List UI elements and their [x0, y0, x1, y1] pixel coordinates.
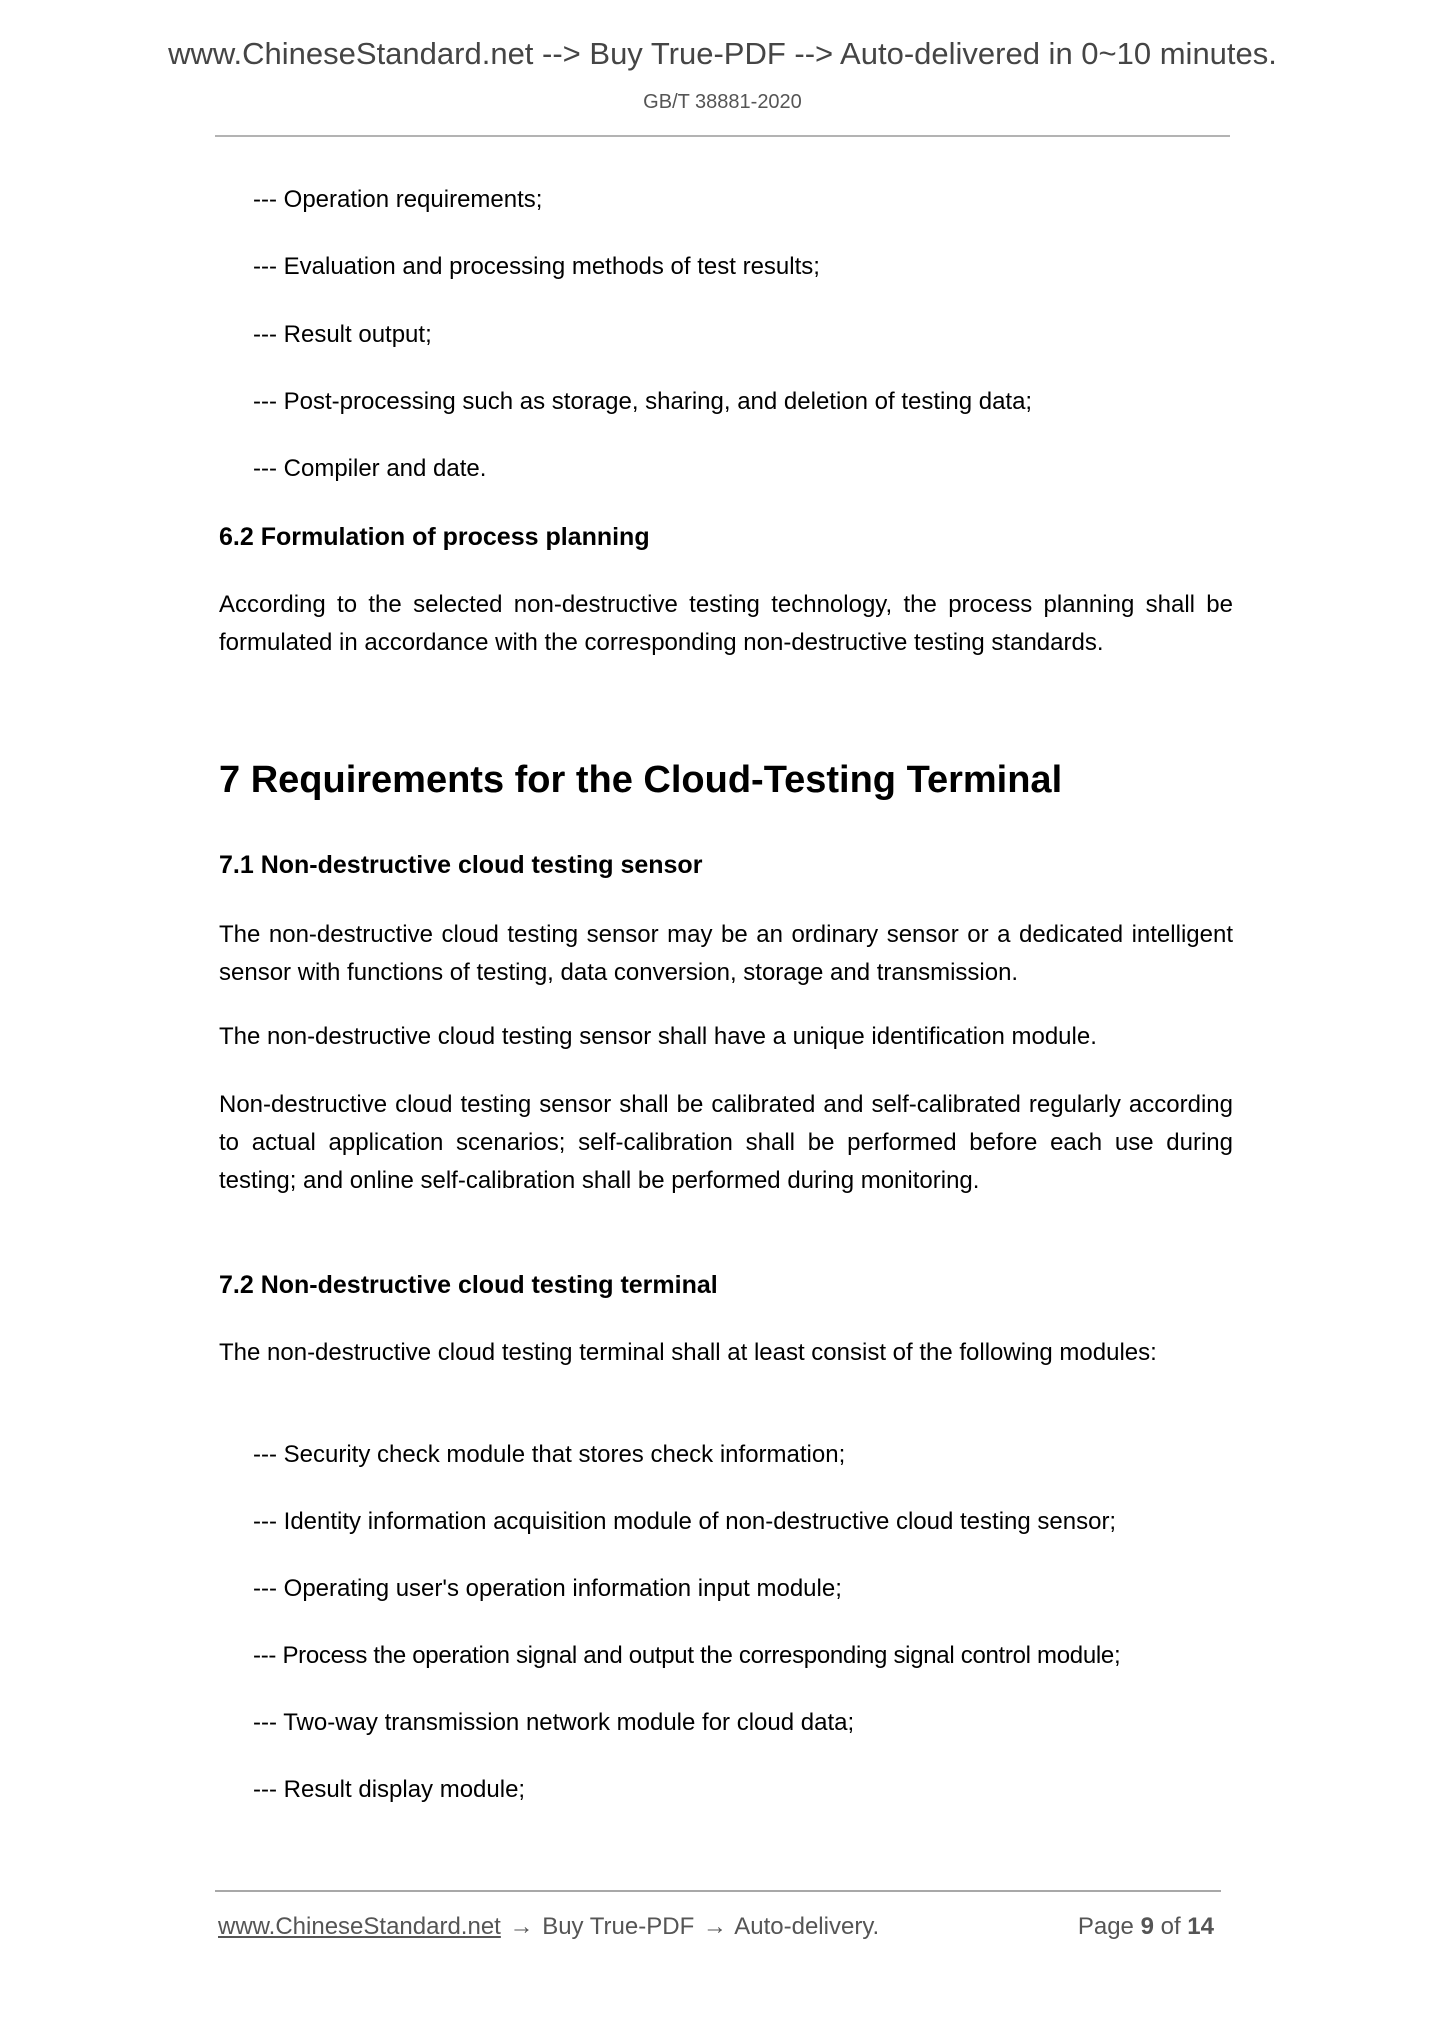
page-label: Page — [1077, 1913, 1134, 1940]
footer-delivery-text: Auto-delivery. — [734, 1913, 880, 1940]
paragraph: The non-destructive cloud testing sensor shall have a unique identification module. — [219, 1023, 1097, 1050]
paragraph: Non-destructive cloud testing sensor shall be calibrated and self-calibrated regularly according to actual application scenarios; self-calibration shall be performed before each use during testing; and online self-calibration shall be performed during monitoring. — [219, 1091, 1233, 1194]
footer-divider — [215, 1890, 1221, 1892]
header-divider — [215, 135, 1230, 137]
header-banner: www.ChineseStandard.net --> Buy True-PDF --> Auto-delivered in 0~10 minutes. — [168, 36, 1277, 71]
list-item: --- Process the operation signal and output the corresponding signal control module; — [253, 1642, 1121, 1669]
section-heading-6-2: 6.2 Formulation of process planning — [219, 523, 650, 551]
list-item: --- Evaluation and processing methods of test results; — [253, 253, 820, 280]
list-item: --- Compiler and date. — [253, 455, 487, 482]
list-item: --- Two-way transmission network module for cloud data; — [253, 1709, 855, 1736]
paragraph: The non-destructive cloud testing terminal shall at least consist of the following modules: — [219, 1339, 1157, 1366]
page-footer — [218, 1908, 1218, 1946]
list-item: --- Operation requirements; — [253, 186, 543, 213]
footer-buy-text: Buy True-PDF — [542, 1913, 695, 1940]
list-item: --- Security check module that stores check information; — [253, 1441, 846, 1468]
footer-site-link[interactable]: www.ChineseStandard.net — [218, 1913, 501, 1940]
of-label: of — [1160, 1913, 1181, 1940]
page-indicator — [1078, 1908, 1214, 1946]
arrow-right-icon: → — [509, 1913, 534, 1940]
document-number: GB/T 38881-2020 — [643, 91, 802, 113]
chapter-heading-7: 7 Requirements for the Cloud-Testing Terminal — [219, 759, 1063, 801]
list-item: --- Operating user's operation information input module; — [253, 1575, 842, 1602]
list-item: --- Post-processing such as storage, sharing, and deletion of testing data; — [253, 388, 1033, 415]
paragraph: According to the selected non-destructive testing technology, the process planning shall be formulated in accordance with the corresponding non-destructive testing standards. — [219, 591, 1233, 656]
list-item: --- Identity information acquisition module of non-destructive cloud testing sensor; — [253, 1508, 1117, 1535]
section-heading-7-1: 7.1 Non-destructive cloud testing sensor — [219, 851, 703, 879]
list-item: --- Result output; — [253, 321, 432, 348]
page-total: 14 — [1187, 1913, 1214, 1940]
page-current: 9 — [1140, 1913, 1154, 1940]
arrow-right-icon: → — [702, 1913, 727, 1940]
section-heading-7-2: 7.2 Non-destructive cloud testing terminal — [219, 1271, 718, 1299]
paragraph: The non-destructive cloud testing sensor may be an ordinary sensor or a dedicated intelligent sensor with functions of testing, data conversion, storage and transmission. — [219, 921, 1233, 986]
list-item: --- Result display module; — [253, 1776, 526, 1803]
